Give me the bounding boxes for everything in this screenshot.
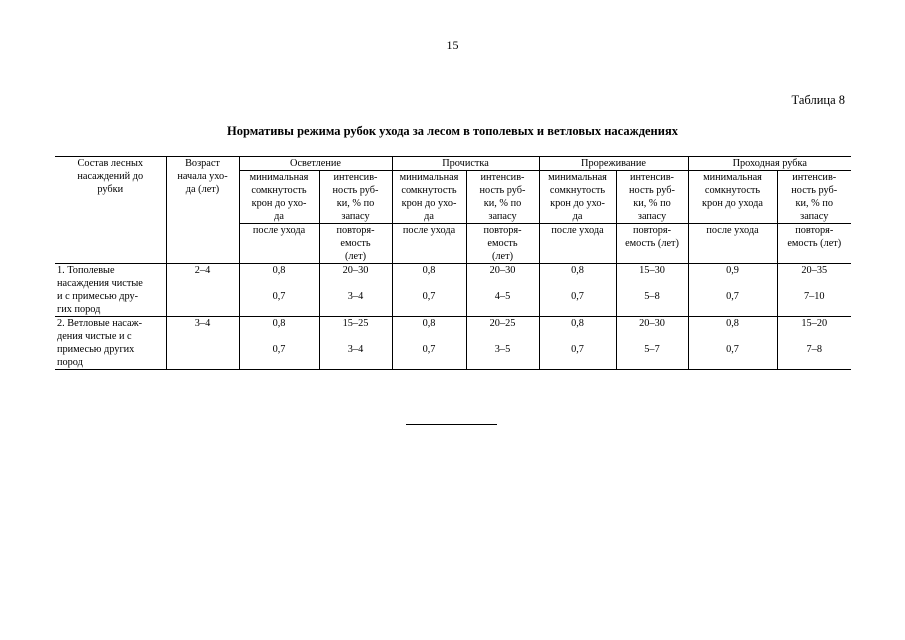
value-bottom: 0,7 <box>726 344 739 355</box>
text-line: ность руб- <box>629 185 675 196</box>
text-line: повторя- <box>336 225 375 236</box>
value-bottom: 3–4 <box>347 344 364 355</box>
text-line: крон до ухо- <box>550 198 605 209</box>
header-age <box>166 157 239 264</box>
header-after-care: после ухода <box>239 224 319 264</box>
header-repeatability <box>777 224 851 264</box>
text-line: Состав лесных <box>77 158 144 169</box>
value-cell <box>466 264 539 317</box>
text-line: гих пород <box>57 304 101 315</box>
value-top: 15–30 <box>639 265 665 276</box>
value-top: 0,8 <box>422 318 436 329</box>
value-cell <box>319 264 392 317</box>
text-line: сомкнутость <box>549 185 606 196</box>
value-top: 0,8 <box>571 265 584 276</box>
text-line: ки, % по <box>483 198 522 209</box>
header-intensity <box>777 171 851 224</box>
norms-table <box>55 156 851 370</box>
text-line: емость <box>340 238 371 249</box>
text-line: интенсив- <box>792 172 837 183</box>
value-bottom: 3–5 <box>494 344 511 355</box>
value-top: 20–35 <box>801 265 828 276</box>
header-intensity <box>466 171 539 224</box>
text-line: запасу <box>341 211 370 222</box>
header-row-groups <box>55 157 851 171</box>
header-repeatability <box>319 224 392 264</box>
value-cell <box>466 317 539 370</box>
value-cell <box>777 264 851 317</box>
text-line: минимальная <box>703 172 762 183</box>
value-cell <box>616 264 688 317</box>
text-line: насаждения чистые <box>57 278 143 289</box>
text-line: ки, % по <box>633 198 671 209</box>
value-top: 15–25 <box>342 318 369 329</box>
text-line: минимальная <box>399 172 459 183</box>
header-min-closure <box>539 171 616 224</box>
header-min-closure <box>688 171 777 224</box>
text-line: да <box>274 211 284 222</box>
value-top: 20–25 <box>489 318 516 329</box>
text-line: повторя- <box>795 225 834 236</box>
text-line: пород <box>57 357 83 368</box>
text-line: и с примесью дру- <box>57 291 139 302</box>
text-line: повторя- <box>632 225 672 236</box>
text-line: интенсив- <box>480 172 525 183</box>
value-cell <box>777 317 851 370</box>
text-line: да (лет) <box>185 184 220 195</box>
text-line: рубки <box>97 184 124 195</box>
value-top: 0,8 <box>571 318 584 329</box>
text-line: минимальная <box>548 172 607 183</box>
value-bottom: 0,7 <box>571 291 584 302</box>
text-line: 1. Тополевые <box>57 265 115 276</box>
header-intensity <box>319 171 392 224</box>
value-bottom: 4–5 <box>494 291 511 302</box>
table-row <box>55 317 851 370</box>
header-after-care: после ухода <box>688 224 777 264</box>
value-bottom: 3–4 <box>347 291 364 302</box>
text-line: крон до ухо- <box>401 198 457 209</box>
page-number: 15 <box>446 38 459 52</box>
table-title: Нормативы режима рубок ухода за лесом в тополевых и ветловых насаждениях <box>227 124 678 138</box>
header-repeatability <box>466 224 539 264</box>
header-intensity <box>616 171 688 224</box>
age-cell: 2–4 <box>166 264 239 317</box>
table-row <box>55 264 851 317</box>
table-number: Таблица 8 <box>791 93 845 107</box>
value-top: 15–20 <box>801 318 828 329</box>
value-cell <box>239 264 319 317</box>
header-species <box>55 157 166 264</box>
value-cell <box>616 317 688 370</box>
value-bottom: 0,7 <box>422 344 436 355</box>
text-line: интенсив- <box>333 172 378 183</box>
value-bottom: 7–10 <box>803 291 825 302</box>
text-line: 2. Ветловые насаж- <box>57 318 143 329</box>
text-line: да <box>424 211 434 222</box>
text-line: ность руб- <box>479 185 526 196</box>
value-bottom: 5–8 <box>644 291 660 302</box>
value-bottom: 0,7 <box>422 291 436 302</box>
value-bottom: 0,7 <box>272 291 286 302</box>
text-line: насаждений до <box>77 171 144 182</box>
text-line: (лет) <box>344 251 367 262</box>
header-after-care: после ухода <box>392 224 466 264</box>
value-top: 20–30 <box>342 265 369 276</box>
text-line: начала ухо- <box>177 171 228 182</box>
value-top: 20–30 <box>639 318 665 329</box>
text-line: ки, % по <box>795 198 833 209</box>
value-cell <box>539 264 616 317</box>
text-line: Возраст <box>185 158 220 169</box>
value-top: 0,8 <box>422 265 436 276</box>
header-group: Прореживание <box>539 157 688 171</box>
text-line: минимальная <box>249 172 309 183</box>
value-cell <box>392 317 466 370</box>
header-after-care: после ухода <box>539 224 616 264</box>
value-cell <box>688 264 777 317</box>
value-top: 0,8 <box>726 318 739 329</box>
text-line: запасу <box>800 211 829 222</box>
text-line: (лет) <box>491 251 514 262</box>
text-line: емость (лет) <box>625 238 679 249</box>
value-bottom: 7–8 <box>806 344 822 355</box>
age-cell: 3–4 <box>166 317 239 370</box>
value-cell <box>239 317 319 370</box>
header-min-closure <box>392 171 466 224</box>
header-group: Прочистка <box>392 157 539 171</box>
species-cell <box>55 264 166 317</box>
text-line: повторя- <box>483 225 522 236</box>
value-cell <box>539 317 616 370</box>
text-line: дения чистые и с <box>57 331 132 342</box>
text-line: сомкнутость <box>251 185 307 196</box>
header-repeatability <box>616 224 688 264</box>
text-line: ность руб- <box>791 185 838 196</box>
value-bottom: 5–7 <box>644 344 660 355</box>
text-line: сомкнутость <box>401 185 457 196</box>
text-line: емость (лет) <box>787 238 842 249</box>
text-line: да <box>572 211 583 222</box>
text-line: ки, % по <box>336 198 375 209</box>
value-top: 0,9 <box>726 265 739 276</box>
text-line: емость <box>487 238 518 249</box>
text-line: крон до ухо- <box>251 198 307 209</box>
value-cell <box>392 264 466 317</box>
text-line: запасу <box>637 211 667 222</box>
text-line: ность руб- <box>332 185 379 196</box>
value-bottom: 0,7 <box>726 291 739 302</box>
value-top: 20–30 <box>489 265 516 276</box>
value-cell <box>319 317 392 370</box>
header-group: Осветление <box>239 157 392 171</box>
value-top: 0,8 <box>272 318 286 329</box>
text-line: крон до ухода <box>702 198 763 209</box>
value-bottom: 0,7 <box>571 344 584 355</box>
text-line: интенсив- <box>630 172 674 183</box>
end-divider <box>406 424 497 425</box>
header-min-closure <box>239 171 319 224</box>
value-bottom: 0,7 <box>272 344 286 355</box>
value-cell <box>688 317 777 370</box>
value-top: 0,8 <box>272 265 286 276</box>
header-group: Проходная рубка <box>688 157 851 171</box>
text-line: запасу <box>488 211 517 222</box>
species-cell <box>55 317 166 370</box>
text-line: сомкнутость <box>704 185 761 196</box>
text-line: примесью других <box>57 344 135 355</box>
